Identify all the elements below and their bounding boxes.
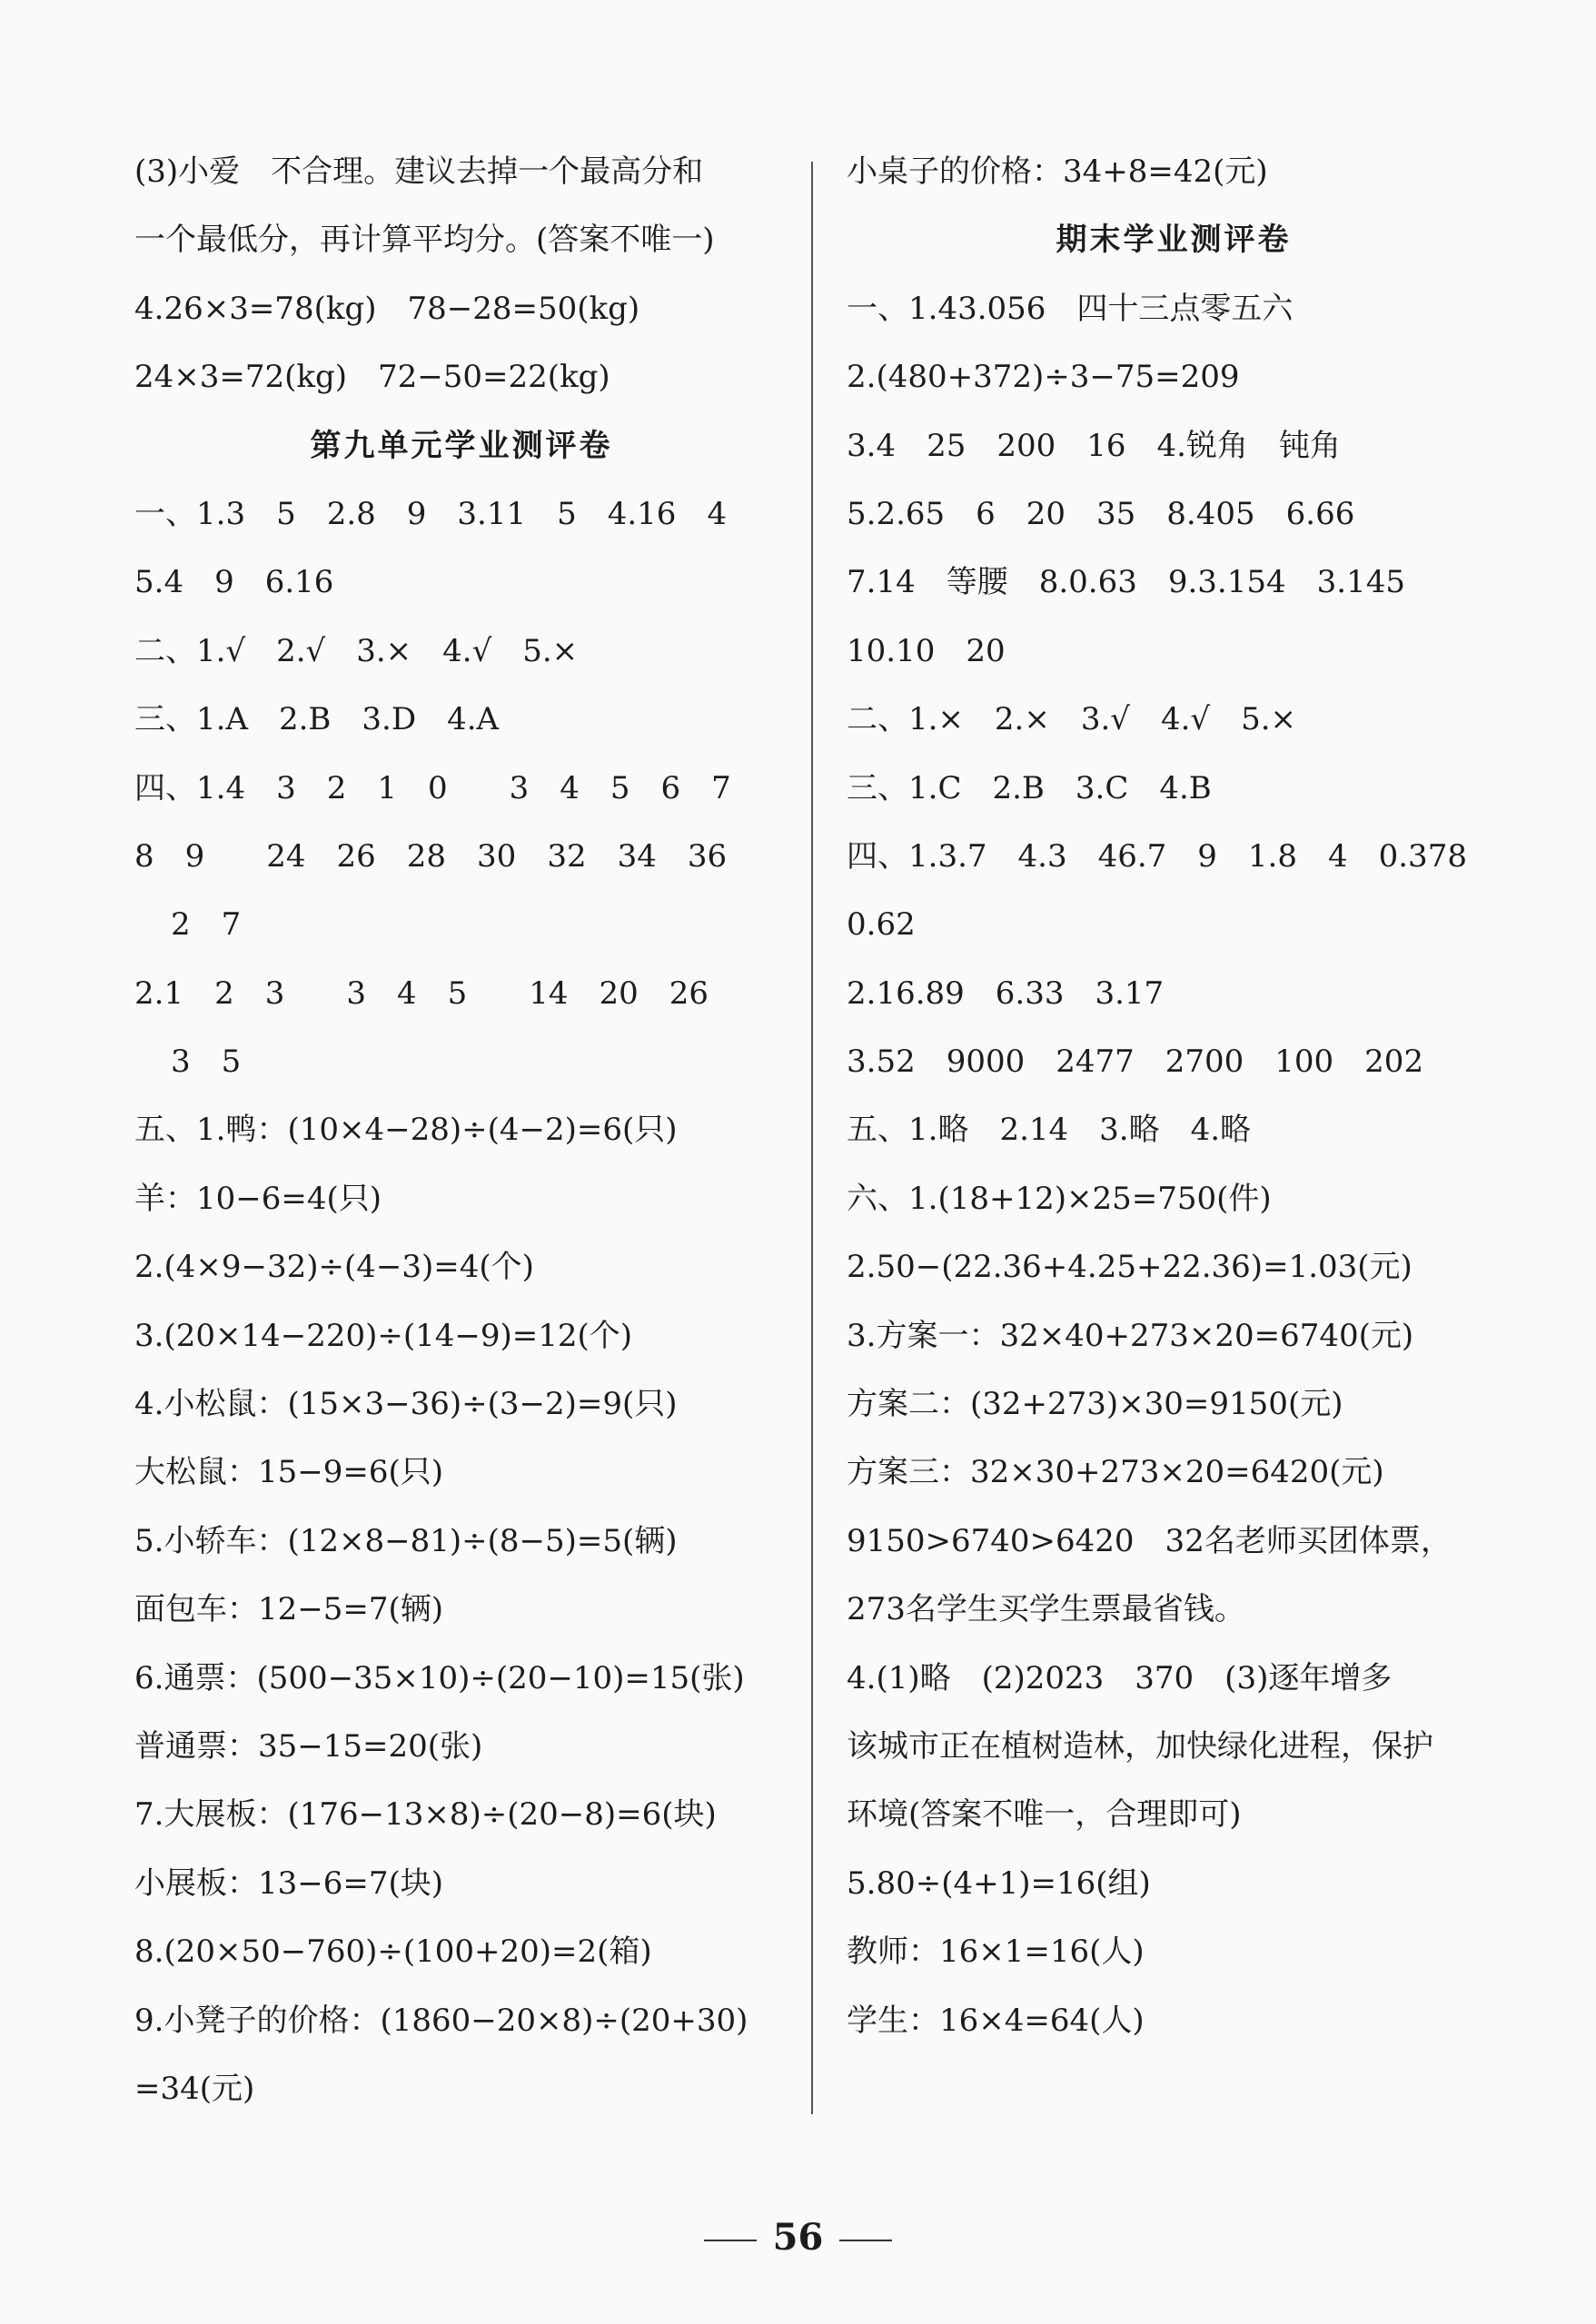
answer-line: 3.方案一：32×40+273×20=6740(元) bbox=[847, 1317, 1414, 1354]
answer-line: 该城市正在植树造林，加快绿化进程，保护 bbox=[847, 1727, 1433, 1765]
answer-line: 7.14 等腰 8.0.63 9.3.154 3.145 bbox=[847, 564, 1405, 601]
answer-line: 4.(1)略 (2)2023 370 (3)逐年增多 bbox=[847, 1659, 1393, 1696]
answer-line: 四、1.4 3 2 1 0 3 4 5 6 7 bbox=[134, 769, 731, 806]
footer-dash-left bbox=[704, 2240, 757, 2241]
answer-line: 0.62 bbox=[847, 906, 916, 944]
answer-line: 面包车：12−5=7(辆) bbox=[134, 1591, 444, 1628]
answer-line: 三、1.A 2.B 3.D 4.A bbox=[134, 701, 500, 738]
answer-line: 五、1.鸭：(10×4−28)÷(4−2)=6(只) bbox=[134, 1112, 678, 1149]
answer-line: 3 5 bbox=[171, 1043, 242, 1081]
answer-line: 5.2.65 6 20 35 8.405 6.66 bbox=[847, 495, 1355, 532]
answer-line: 2.1 2 3 3 4 5 14 20 26 bbox=[134, 974, 709, 1012]
answer-line: 一个最低分，再计算平均分。(答案不唯一) bbox=[134, 222, 715, 259]
left-column bbox=[134, 138, 788, 2123]
answer-line: 五、1.略 2.14 3.略 4.略 bbox=[847, 1112, 1252, 1149]
page-footer bbox=[0, 2216, 1596, 2259]
answer-line: 3.52 9000 2477 2700 100 202 bbox=[847, 1043, 1424, 1081]
answer-line: 教师：16×1=16(人) bbox=[847, 1933, 1145, 1971]
page-number: 56 bbox=[772, 2216, 824, 2259]
answer-line: 六、1.(18+12)×25=750(件) bbox=[847, 1180, 1272, 1217]
answer-line: 5.4 9 6.16 bbox=[134, 564, 334, 601]
footer-dash-right bbox=[839, 2240, 892, 2241]
answer-line: 二、1.√ 2.√ 3.× 4.√ 5.× bbox=[134, 632, 579, 669]
section-heading: 期末学业测评卷 bbox=[1056, 222, 1292, 259]
answer-line: 8 9 24 26 28 30 32 34 36 bbox=[134, 837, 728, 875]
answer-line: 2 7 bbox=[171, 906, 242, 944]
answer-line: 3.4 25 200 16 4.锐角 钝角 bbox=[847, 427, 1341, 464]
answer-line: 小桌子的价格：34+8=42(元) bbox=[847, 153, 1268, 190]
answer-line: 环境(答案不唯一，合理即可) bbox=[847, 1796, 1242, 1834]
answer-line: 四、1.3.7 4.3 46.7 9 1.8 4 0.378 bbox=[847, 837, 1467, 875]
right-column bbox=[847, 138, 1501, 2055]
answer-line: 一、1.43.056 四十三点零五六 bbox=[847, 290, 1294, 327]
answer-line: 小展板：13−6=7(块) bbox=[134, 1864, 444, 1902]
answer-line: 10.10 20 bbox=[847, 632, 1006, 669]
answer-line: 3.(20×14−220)÷(14−9)=12(个) bbox=[134, 1317, 633, 1354]
answer-line: 9150>6740>6420 32名老师买团体票， bbox=[847, 1522, 1452, 1559]
answer-line: 273名学生买学生票最省钱。 bbox=[847, 1591, 1245, 1628]
answer-line: 2.(480+372)÷3−75=209 bbox=[847, 359, 1240, 396]
answer-line: 2.16.89 6.33 3.17 bbox=[847, 974, 1165, 1012]
answer-line: 羊：10−6=4(只) bbox=[134, 1180, 382, 1217]
answer-line: 普通票：35−15=20(张) bbox=[134, 1727, 483, 1765]
answer-line: 方案二：(32+273)×30=9150(元) bbox=[847, 1386, 1343, 1423]
answer-line: 2.(4×9−32)÷(4−3)=4(个) bbox=[134, 1249, 534, 1286]
answer-line: 一、1.3 5 2.8 9 3.11 5 4.16 4 bbox=[134, 495, 728, 532]
answer-line: 二、1.× 2.× 3.√ 4.√ 5.× bbox=[847, 701, 1296, 738]
answer-line: 5.80÷(4+1)=16(组) bbox=[847, 1864, 1151, 1902]
answer-line: 24×3=72(kg) 72−50=22(kg) bbox=[134, 359, 610, 396]
answer-line: =34(元) bbox=[134, 2070, 255, 2107]
answer-line: (3)小爱 不合理。建议去掉一个最高分和 bbox=[134, 153, 704, 190]
column-divider bbox=[811, 162, 813, 2114]
answer-line: 5.小轿车：(12×8−81)÷(8−5)=5(辆) bbox=[134, 1522, 678, 1559]
answer-line: 7.大展板：(176−13×8)÷(20−8)=6(块) bbox=[134, 1796, 717, 1834]
answer-line: 学生：16×4=64(人) bbox=[847, 2002, 1145, 2039]
answer-line: 8.(20×50−760)÷(100+20)=2(箱) bbox=[134, 1933, 652, 1971]
answer-line: 4.小松鼠：(15×3−36)÷(3−2)=9(只) bbox=[134, 1386, 678, 1423]
answer-line: 方案三：32×30+273×20=6420(元) bbox=[847, 1454, 1384, 1491]
answer-line: 大松鼠：15−9=6(只) bbox=[134, 1454, 444, 1491]
answer-line: 9.小凳子的价格：(1860−20×8)÷(20+30) bbox=[134, 2002, 748, 2039]
answer-line: 2.50−(22.36+4.25+22.36)=1.03(元) bbox=[847, 1249, 1413, 1286]
section-heading: 第九单元学业测评卷 bbox=[310, 427, 613, 464]
answer-line: 6.通票：(500−35×10)÷(20−10)=15(张) bbox=[134, 1659, 745, 1696]
answer-line: 三、1.C 2.B 3.C 4.B bbox=[847, 769, 1212, 806]
answer-line: 4.26×3=78(kg) 78−28=50(kg) bbox=[134, 290, 640, 327]
